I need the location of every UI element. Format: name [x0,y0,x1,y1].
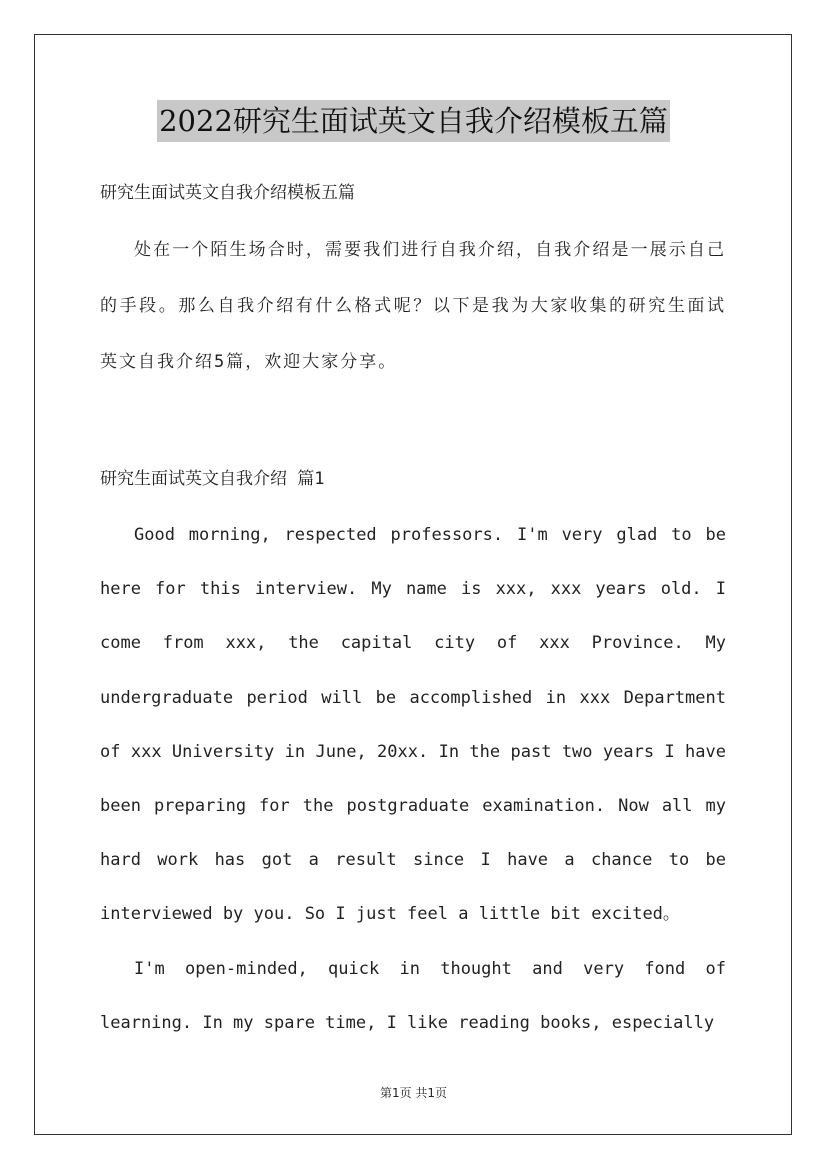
body-paragraph-2: I'm open-minded, quick in thought and very fond of learning. In my spare time, I like reading books, especially [100,958,726,1033]
body-paragraph-1: Good morning, respected professors. I'm very glad to be here for this interview. My name is xxx, xxx years old. I come from xxx, the capital city of xxx Province. My undergraduate period will be accomplished in xxx Department of xxx University in June, 20xx. In the past two years I have been preparing for the postgraduate examination. Now all my hard work has got a result since I have a chance to be interviewed by you. So I just feel a little bit excited。 [100,525,726,925]
document-body [100,174,726,1050]
section-heading: 研究生面试英文自我介绍 篇1 [100,469,325,489]
page-footer: 第1页 共1页 [379,1086,448,1100]
document-title: 2022研究生面试英文自我介绍模板五篇 [157,100,670,142]
document-subtitle: 研究生面试英文自我介绍模板五篇 [100,183,355,203]
intro-paragraph: 处在一个陌生场合时，需要我们进行自我介绍，自我介绍是一展示自己的手段。那么自我介绍有什么格式呢？以下是我为大家收集的研究生面试英文自我介绍5篇，欢迎大家分享。 [100,240,726,372]
section-spacer [100,390,726,458]
document-title-wrapper [0,100,827,142]
